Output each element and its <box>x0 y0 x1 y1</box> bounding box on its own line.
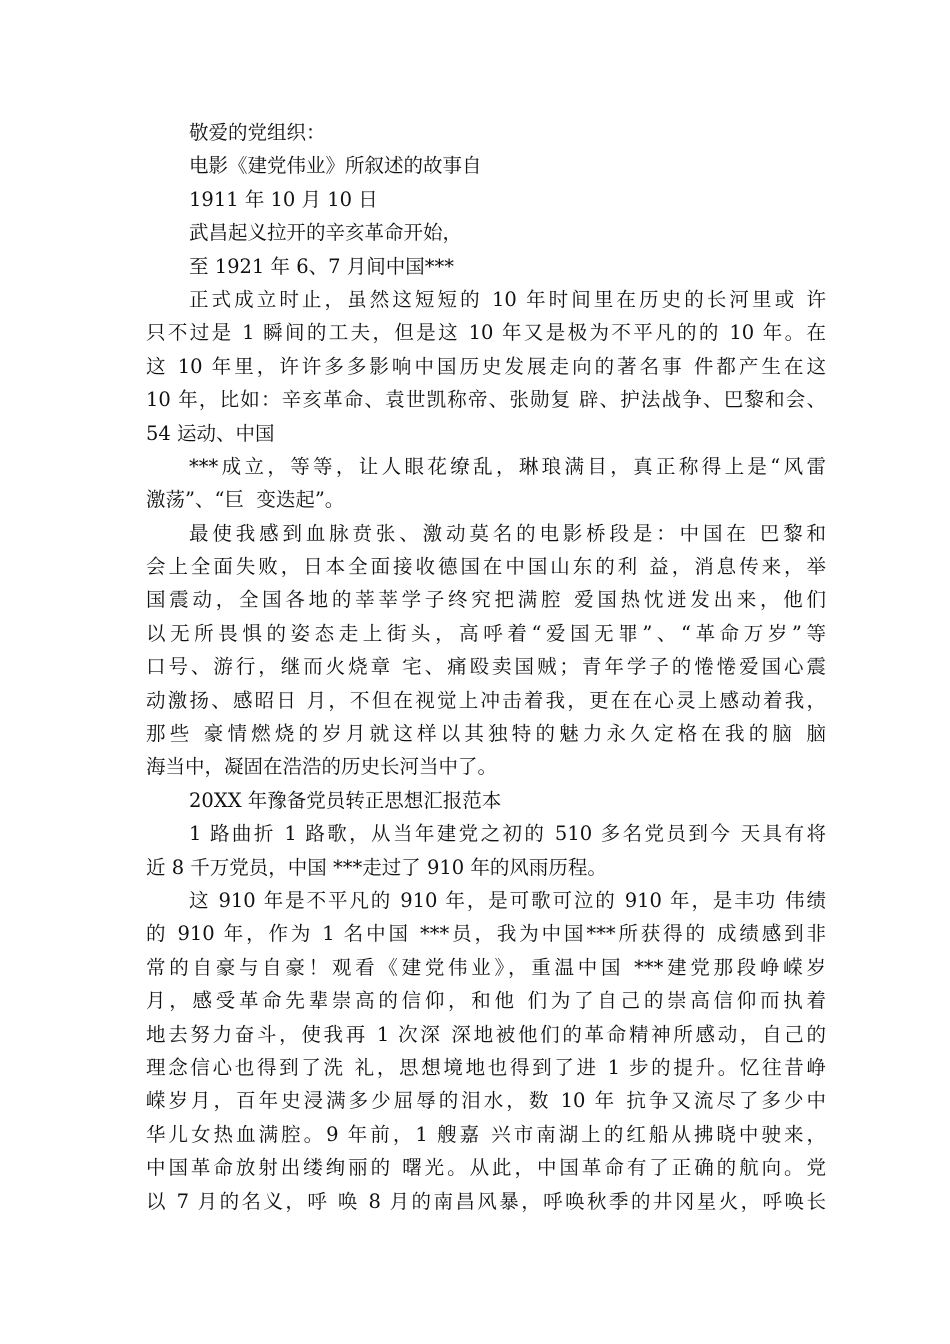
text-line: ***成立，等等，让人眼花缭乱，琳琅满目，真正称得上是“风雷 <box>189 454 826 478</box>
text-line: 那些 豪情燃烧的岁月就这样以其独特的魅力永久定格在我的脑 脑 <box>146 722 826 746</box>
text-line: 电影《建党伟业》所叙述的故事自 <box>189 154 482 178</box>
text-line: 最使我感到血脉贲张、激动莫名的电影桥段是：中国在 巴黎和 <box>189 521 826 545</box>
text-line: 武昌起义拉开的辛亥革命开始， <box>189 221 463 245</box>
text-line: 以 7 月的名义，呼 唤 8 月的南昌风暴，呼唤秋季的井冈星火，呼唤长 <box>146 1189 826 1213</box>
text-line: 华儿女热血满腔。9 年前，1 艘嘉 兴市南湖上的红船从拂晓中驶来， <box>146 1122 826 1146</box>
text-line: 会上全面失败，日本全面接收德国在中国山东的利 益，消息传来，举 <box>146 555 826 579</box>
text-line: 动激扬、感昭日 月，不但在视觉上冲击着我，更在在心灵上感动着我， <box>146 688 826 712</box>
text-line: 月，感受革命先辈崇高的信仰，和他 们为了自己的崇高信仰而执着 <box>146 989 826 1013</box>
text-line: 近 8 千万党员，中国 ***走过了 910 年的风雨历程。 <box>146 855 607 879</box>
text-line: 这 910 年是不平凡的 910 年，是可歌可泣的 910 年，是丰功 伟绩 <box>189 888 826 912</box>
text-line: 理念信心也得到了洗 礼，思想境地也得到了进 1 步的提升。忆往昔峥 <box>146 1055 826 1079</box>
document-body <box>146 116 826 1218</box>
text-line: 激荡”、“巨 变迭起”。 <box>146 488 345 512</box>
text-line: 10 年，比如：辛亥革命、袁世凯称帝、张勋复 辟、护法战争、巴黎和会、 <box>146 388 826 412</box>
text-line: 中国革命放射出缕绚丽的 曙光。从此，中国革命有了正确的航向。党 <box>146 1156 826 1180</box>
text-line: 常的自豪与自豪！观看《建党伟业》，重温中国 ***建党那段峥嵘岁 <box>146 955 826 979</box>
text-line: 以无所畏惧的姿态走上街头，高呼着“爱国无罪”、“革命万岁”等 <box>146 621 826 645</box>
text-line: 1 路曲折 1 路歌，从当年建党之初的 510 多名党员到今 天具有将 <box>189 822 826 846</box>
text-line: 20XX 年豫备党员转正思想汇报范本 <box>189 788 502 812</box>
text-line: 54 运动、中国 <box>146 421 275 445</box>
text-line: 至 1921 年 6、7 月间中国*** <box>189 254 454 278</box>
text-line: 这 10 年里，许许多多影响中国历史发展走向的著名事 件都产生在这 <box>146 354 826 378</box>
text-line: 正式成立时止，虽然这短短的 10 年时间里在历史的长河里或 许 <box>189 287 826 311</box>
text-line: 国震动，全国各地的莘莘学子终究把满腔 爱国热忱迸发出来，他们 <box>146 588 826 612</box>
text-line: 海当中，凝固在浩浩的历史长河当中了。 <box>146 755 498 779</box>
text-line: 1911 年 10 月 10 日 <box>189 187 378 211</box>
text-line: 口号、游行，继而火烧章 宅、痛殴卖国贼；青年学子的惓惓爱国心震 <box>146 655 826 679</box>
text-line: 嵘岁月，百年史浸满多少屈辱的泪水，数 10 年 抗争又流尽了多少中 <box>146 1089 826 1113</box>
text-line: 敬爱的党组织： <box>189 121 326 144</box>
text-line: 只不过是 1 瞬间的工夫，但是这 10 年又是极为不平凡的的 10 年。在 <box>146 321 826 345</box>
text-line: 的 910 年，作为 1 名中国 ***员，我为中国***所获得的 成绩感到非 <box>146 922 826 946</box>
text-line: 地去努力奋斗，使我再 1 次深 深地被他们的革命精神所感动，自己的 <box>146 1022 826 1046</box>
